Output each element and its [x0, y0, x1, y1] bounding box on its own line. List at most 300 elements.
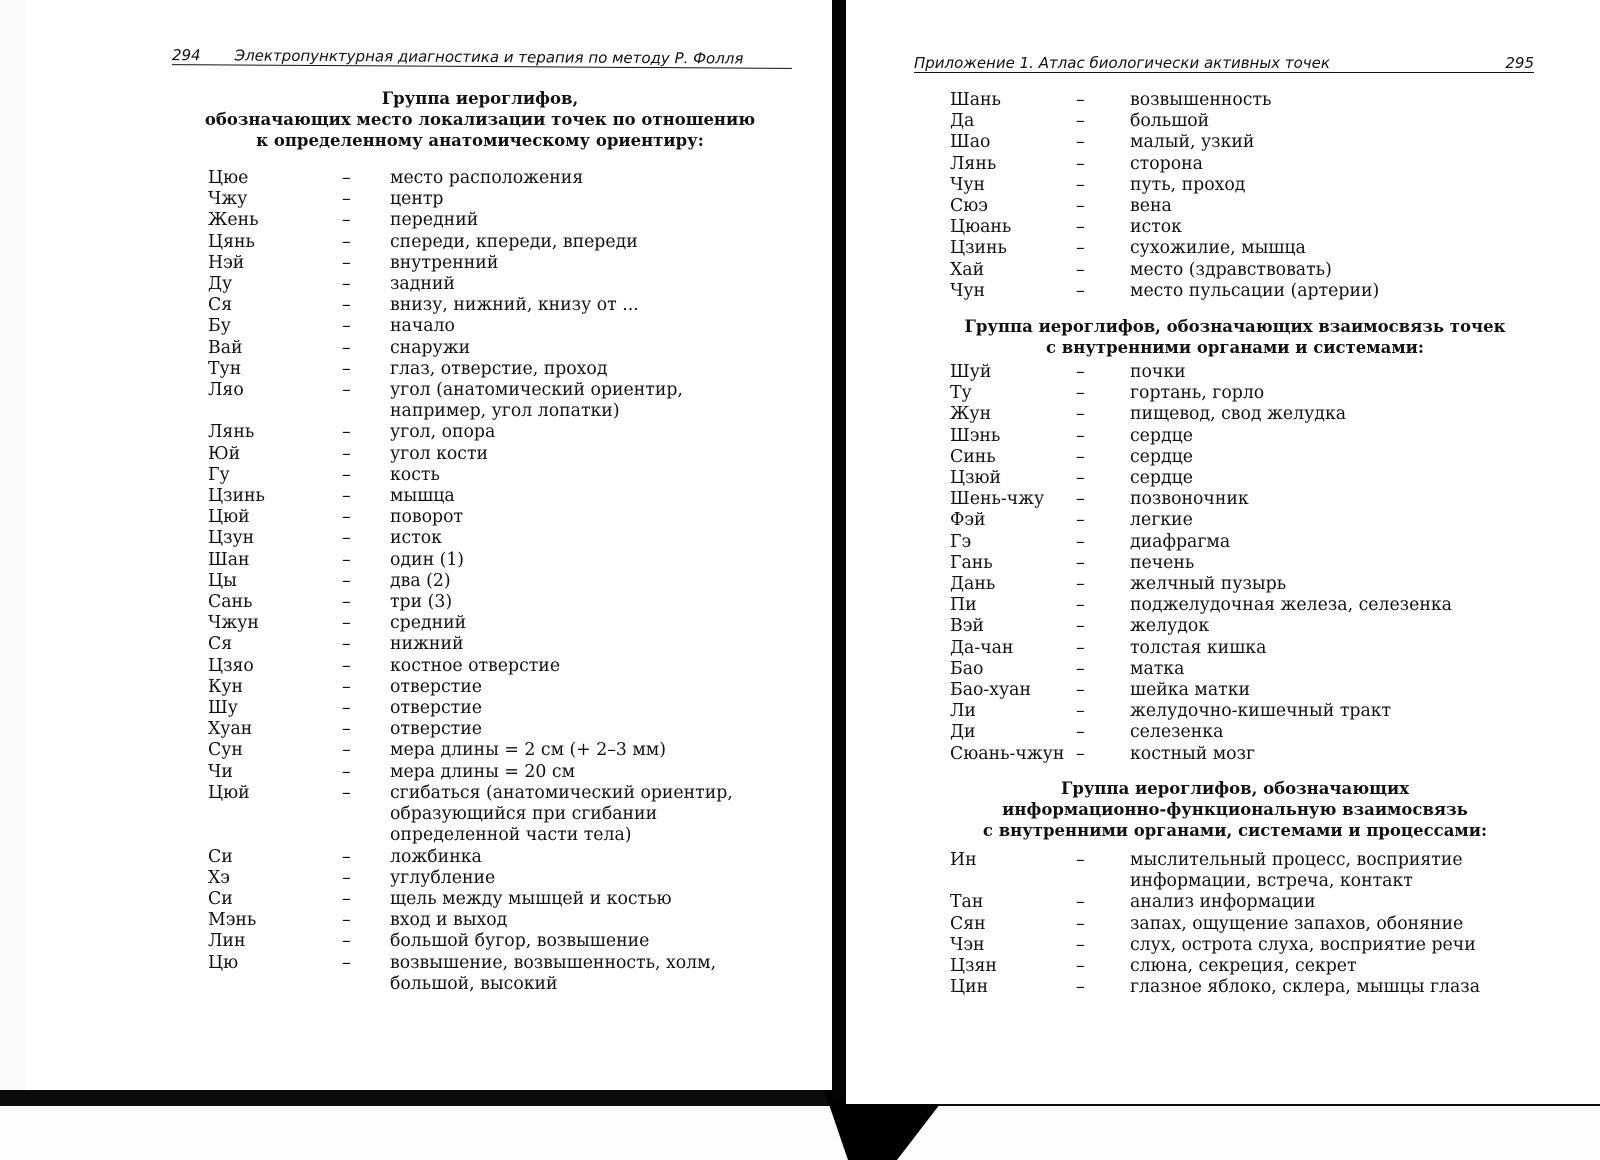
section-title-line: Группа иероглифов, обозначающих: [1060, 779, 1410, 798]
glossary-definition: ложбинка: [390, 846, 482, 867]
glossary-dash: –: [342, 655, 351, 676]
glossary-term: Шень-чжу: [950, 489, 1045, 510]
glossary-entry: [950, 281, 1510, 302]
glossary-entry: [208, 677, 750, 698]
glossary-entry: [950, 489, 1510, 510]
section-title-line: с внутренними органами и системами:: [1045, 338, 1424, 357]
glossary-definition: анализ информации: [1130, 892, 1316, 913]
glossary-term: Лянь: [208, 422, 255, 443]
glossary-entry: [208, 295, 750, 316]
glossary-term: Чи: [208, 761, 233, 782]
glossary-dash: –: [342, 168, 351, 188]
glossary-dash: –: [342, 613, 351, 634]
section-title-line: информационно-функциональную взаимосвязь: [1002, 800, 1468, 819]
glossary-definition: угол (анатомический ориентир, например, угол лопатки): [390, 380, 683, 422]
glossary-term: Цю: [208, 952, 239, 973]
glossary-dash: –: [342, 189, 351, 210]
glossary-dash: –: [1076, 616, 1085, 637]
glossary-term: Да-чан: [950, 637, 1014, 658]
glossary-dash: –: [342, 252, 351, 273]
glossary-term: Гэ: [950, 531, 972, 552]
glossary-term: Цзюй: [950, 468, 1002, 489]
glossary-definition: матка: [1130, 658, 1185, 679]
right-page-number: 295: [1505, 54, 1534, 72]
glossary-dash: –: [342, 422, 351, 443]
glossary-dash: –: [342, 952, 351, 973]
glossary-entry: [208, 762, 750, 783]
glossary-definition: угол кости: [390, 443, 489, 464]
glossary-entry: [950, 111, 1510, 132]
glossary-entry: [950, 260, 1510, 281]
glossary-term: Сань: [208, 592, 253, 613]
glossary-term: Сюэ: [950, 196, 988, 217]
glossary-definition: сердце: [1130, 425, 1193, 446]
glossary-definition: средний: [390, 613, 467, 634]
glossary-dash: –: [342, 337, 351, 358]
glossary-term: Сюань-чжун: [950, 743, 1065, 764]
glossary-term: Вэй: [950, 616, 984, 637]
glossary-term: Чун: [950, 280, 986, 301]
glossary-definition: один (1): [390, 549, 465, 570]
glossary-entry: [950, 362, 1510, 383]
glossary-term: Ляо: [208, 380, 244, 401]
section-title-line: к определенному анатомическому ориентиру:: [256, 131, 704, 150]
glossary-term: Да: [950, 111, 975, 132]
glossary-definition: слух, острота слуха, восприятие речи: [1130, 934, 1476, 955]
glossary-term: Тун: [208, 358, 242, 379]
glossary-definition: место (здравствовать): [1130, 259, 1332, 280]
glossary-dash: –: [342, 846, 351, 867]
glossary-entry: [208, 359, 750, 380]
glossary-term: Вай: [208, 337, 243, 358]
glossary-term: Тан: [950, 892, 984, 913]
glossary-entry: [950, 744, 1510, 765]
left-glossary-list: [208, 168, 750, 995]
glossary-entry: [208, 338, 750, 359]
glossary-entry: [950, 722, 1510, 743]
glossary-term: Цзинь: [950, 238, 1007, 259]
glossary-entry: [208, 528, 750, 549]
glossary-entry: [950, 90, 1510, 111]
glossary-entry: [208, 210, 750, 231]
glossary-dash: –: [1076, 404, 1085, 425]
glossary-term: Хэ: [208, 867, 230, 888]
glossary-entry: [208, 232, 750, 253]
glossary-term: Ди: [950, 722, 976, 743]
glossary-dash: –: [1076, 132, 1085, 153]
glossary-definition: мера длины = 20 см: [390, 761, 576, 782]
glossary-term: Жун: [950, 404, 992, 425]
glossary-dash: –: [1076, 196, 1085, 217]
glossary-entry: [950, 238, 1510, 259]
glossary-dash: –: [1076, 892, 1085, 913]
glossary-definition: угол, опора: [390, 422, 496, 443]
glossary-dash: –: [1076, 956, 1085, 977]
glossary-entry: [208, 571, 750, 592]
section-title-line: обозначающих место локализации точек по отношению: [204, 110, 756, 129]
glossary-dash: –: [1076, 658, 1085, 679]
glossary-entry: [950, 956, 1510, 977]
glossary-dash: –: [342, 910, 351, 931]
glossary-entry: [950, 914, 1510, 935]
glossary-entry: [208, 316, 750, 337]
glossary-term: Си: [208, 846, 233, 867]
glossary-entry: [950, 217, 1510, 238]
glossary-dash: –: [342, 231, 351, 252]
glossary-term: Шан: [208, 549, 250, 570]
glossary-entry: [950, 196, 1510, 217]
glossary-entry: [208, 847, 750, 868]
glossary-entry: [208, 380, 750, 422]
glossary-dash: –: [1076, 850, 1085, 870]
glossary-definition: задний: [390, 274, 455, 295]
glossary-entry: [950, 616, 1510, 637]
glossary-definition: позвоночник: [1130, 489, 1249, 510]
glossary-dash: –: [1076, 425, 1085, 446]
right-glossary-list-2: [950, 362, 1510, 765]
glossary-definition: отверстие: [390, 676, 482, 697]
glossary-dash: –: [342, 740, 351, 761]
glossary-dash: –: [342, 358, 351, 379]
glossary-dash: –: [1076, 637, 1085, 658]
glossary-dash: –: [342, 549, 351, 570]
glossary-entry: [208, 507, 750, 528]
glossary-definition: возвышение, возвышенность, холм, большой, высокий: [390, 952, 717, 994]
glossary-definition: шейка матки: [1130, 680, 1251, 701]
left-running-head-title: Электропунктурная диагностика и терапия по методу Р. Фолля: [234, 46, 744, 68]
glossary-term: Шу: [208, 698, 238, 719]
glossary-entry: [950, 680, 1510, 701]
glossary-entry: [950, 701, 1510, 722]
glossary-term: Бао: [950, 658, 984, 679]
glossary-dash: –: [1076, 362, 1085, 382]
glossary-definition: запах, ощущение запахов, обоняние: [1130, 913, 1464, 934]
glossary-entry: [208, 719, 750, 740]
glossary-entry: [950, 553, 1510, 574]
glossary-term: Цзян: [950, 956, 997, 977]
glossary-dash: –: [1076, 468, 1085, 489]
glossary-definition: желудок: [1130, 616, 1210, 637]
glossary-definition: печень: [1130, 552, 1195, 573]
glossary-entry: [950, 574, 1510, 595]
glossary-term: Цзун: [208, 528, 255, 549]
glossary-dash: –: [342, 380, 351, 401]
glossary-term: Фэй: [950, 510, 986, 531]
glossary-definition: мыслительный процесс, восприятие информации, встреча, контакт: [1130, 850, 1463, 892]
glossary-definition: исток: [390, 528, 442, 549]
glossary-dash: –: [1076, 259, 1085, 280]
glossary-term: Лянь: [950, 153, 997, 174]
glossary-entry: [950, 404, 1510, 425]
glossary-definition: сгибаться (анатомический ориентир, образующийся при сгибании определенной части тела): [390, 782, 733, 846]
glossary-term: Бао-хуан: [950, 680, 1031, 701]
glossary-dash: –: [1076, 722, 1085, 743]
glossary-entry: [208, 931, 750, 952]
glossary-term: Пи: [950, 595, 977, 616]
glossary-definition: исток: [1130, 217, 1182, 238]
glossary-entry: [208, 698, 750, 719]
glossary-dash: –: [342, 592, 351, 613]
right-glossary-list-1: [950, 90, 1510, 302]
glossary-entry: [208, 189, 750, 210]
glossary-term: Чжу: [208, 189, 248, 210]
glossary-dash: –: [342, 634, 351, 655]
glossary-dash: –: [342, 316, 351, 337]
glossary-definition: глазное яблоко, склера, мышцы глаза: [1130, 977, 1481, 998]
left-page-number: 294: [171, 46, 201, 65]
glossary-dash: –: [1076, 913, 1085, 934]
glossary-entry: [950, 154, 1510, 175]
glossary-entry: [950, 850, 1510, 892]
glossary-entry: [208, 910, 750, 931]
glossary-dash: –: [1076, 90, 1085, 110]
right-running-head: [914, 46, 1534, 73]
glossary-term: Ду: [208, 274, 233, 295]
glossary-definition: кость: [390, 464, 440, 485]
glossary-entry: [950, 447, 1510, 468]
glossary-term: Ту: [950, 383, 972, 404]
glossary-definition: внизу, нижний, книзу от ...: [390, 295, 639, 316]
left-section-title: [200, 88, 760, 151]
glossary-entry: [208, 783, 750, 847]
glossary-dash: –: [1076, 510, 1085, 531]
glossary-entry: [208, 656, 750, 677]
glossary-entry: [950, 426, 1510, 447]
glossary-dash: –: [1076, 174, 1085, 195]
glossary-term: Хуан: [208, 719, 253, 740]
glossary-dash: –: [1076, 446, 1085, 467]
glossary-dash: –: [342, 486, 351, 507]
glossary-entry: [950, 383, 1510, 404]
right-section-title-2: [950, 316, 1520, 358]
glossary-entry: [208, 486, 750, 507]
glossary-term: Шуй: [950, 362, 992, 382]
glossary-dash: –: [342, 528, 351, 549]
glossary-definition: легкие: [1130, 510, 1193, 531]
glossary-definition: нижний: [390, 634, 464, 655]
glossary-definition: слюна, секреция, секрет: [1130, 956, 1357, 977]
glossary-dash: –: [342, 443, 351, 464]
glossary-dash: –: [1076, 574, 1085, 595]
left-running-head: [172, 38, 792, 69]
glossary-entry: [208, 613, 750, 634]
glossary-term: Цы: [208, 570, 237, 591]
glossary-entry: [208, 889, 750, 910]
glossary-dash: –: [342, 888, 351, 909]
glossary-term: Цин: [950, 977, 989, 998]
glossary-definition: отверстие: [390, 719, 482, 740]
glossary-dash: –: [342, 676, 351, 697]
glossary-dash: –: [342, 464, 351, 485]
glossary-entry: [208, 444, 750, 465]
glossary-entry: [208, 465, 750, 486]
glossary-definition: диафрагма: [1130, 531, 1231, 552]
glossary-definition: сторона: [1130, 153, 1203, 174]
glossary-term: Синь: [950, 446, 996, 467]
glossary-entry: [208, 168, 750, 189]
glossary-definition: желчный пузырь: [1130, 574, 1287, 595]
glossary-definition: поджелудочная железа, селезенка: [1130, 595, 1452, 616]
glossary-dash: –: [1076, 153, 1085, 174]
glossary-term: Ли: [950, 701, 976, 722]
glossary-definition: два (2): [390, 570, 451, 591]
glossary-definition: спереди, кпереди, впереди: [390, 231, 638, 252]
glossary-definition: почки: [1130, 362, 1186, 382]
glossary-definition: вена: [1130, 196, 1172, 217]
glossary-dash: –: [1076, 238, 1085, 259]
glossary-term: Цюй: [208, 507, 250, 528]
glossary-entry: [208, 422, 750, 443]
glossary-term: Гу: [208, 464, 230, 485]
section-title-line: Группа иероглифов, обозначающих взаимосвязь точек: [964, 317, 1506, 336]
scan-margin-bottom: [0, 1106, 1600, 1160]
glossary-definition: глаз, отверстие, проход: [390, 358, 608, 379]
glossary-dash: –: [1076, 383, 1085, 404]
glossary-term: Лин: [208, 931, 246, 952]
glossary-dash: –: [342, 210, 351, 231]
glossary-term: Чэн: [950, 934, 985, 955]
glossary-term: Цюань: [950, 217, 1012, 238]
glossary-definition: начало: [390, 316, 455, 337]
glossary-entry: [208, 550, 750, 571]
glossary-definition: передний: [390, 210, 479, 231]
glossary-dash: –: [342, 274, 351, 295]
glossary-definition: большой: [1130, 111, 1210, 132]
glossary-term: Чжун: [208, 613, 259, 634]
glossary-definition: сердце: [1130, 468, 1193, 489]
glossary-definition: вход и выход: [390, 910, 508, 931]
glossary-term: Шань: [950, 90, 1001, 110]
glossary-definition: малый, узкий: [1130, 132, 1255, 153]
glossary-entry: [950, 977, 1510, 998]
glossary-entry: [950, 935, 1510, 956]
glossary-definition: сухожилие, мышца: [1130, 238, 1306, 259]
glossary-entry: [950, 659, 1510, 680]
glossary-term: Хай: [950, 259, 985, 280]
glossary-definition: костное отверстие: [390, 655, 561, 676]
glossary-term: Цзяо: [208, 655, 254, 676]
glossary-dash: –: [342, 782, 351, 803]
glossary-dash: –: [1076, 934, 1085, 955]
glossary-dash: –: [1076, 595, 1085, 616]
glossary-term: Цзинь: [208, 486, 265, 507]
glossary-entry: [950, 132, 1510, 153]
glossary-definition: центр: [390, 189, 444, 210]
glossary-definition: отверстие: [390, 698, 482, 719]
glossary-entry: [208, 953, 750, 995]
glossary-term: Жень: [208, 210, 259, 231]
glossary-term: Дань: [950, 574, 996, 595]
glossary-definition: мера длины = 2 см (+ 2–3 мм): [390, 740, 666, 761]
glossary-entry: [950, 892, 1510, 913]
glossary-definition: селезенка: [1130, 722, 1224, 743]
right-section-title-3: [950, 778, 1520, 841]
glossary-definition: костный мозг: [1130, 743, 1256, 764]
glossary-entry: [950, 468, 1510, 489]
glossary-definition: пищевод, свод желудка: [1130, 404, 1347, 425]
glossary-definition: углубление: [390, 867, 496, 888]
glossary-definition: щель между мышцей и костью: [390, 888, 672, 909]
glossary-dash: –: [342, 295, 351, 316]
glossary-definition: место расположения: [390, 168, 584, 188]
glossary-dash: –: [342, 507, 351, 528]
glossary-dash: –: [342, 698, 351, 719]
glossary-dash: –: [1076, 217, 1085, 238]
glossary-term: Чун: [950, 174, 986, 195]
glossary-dash: –: [342, 570, 351, 591]
glossary-definition: мышца: [390, 486, 455, 507]
glossary-term: Кун: [208, 676, 244, 697]
glossary-dash: –: [1076, 111, 1085, 132]
glossary-definition: желудочно-кишечный тракт: [1130, 701, 1392, 722]
right-running-head-title: Приложение 1. Атлас биологически активных точек: [914, 54, 1330, 72]
glossary-term: Гань: [950, 552, 993, 573]
glossary-definition: место пульсации (артерии): [1130, 280, 1380, 301]
glossary-dash: –: [1076, 977, 1085, 998]
glossary-term: Бу: [208, 316, 231, 337]
glossary-definition: большой бугор, возвышение: [390, 931, 650, 952]
glossary-term: Цянь: [208, 231, 255, 252]
glossary-dash: –: [1076, 280, 1085, 301]
glossary-entry: [950, 510, 1510, 531]
glossary-term: Юй: [208, 443, 241, 464]
glossary-term: Сун: [208, 740, 243, 761]
glossary-definition: внутренний: [390, 252, 499, 273]
glossary-entry: [950, 175, 1510, 196]
glossary-dash: –: [342, 761, 351, 782]
section-title-line: Группа иероглифов,: [381, 89, 579, 108]
glossary-dash: –: [1076, 552, 1085, 573]
glossary-definition: поворот: [390, 507, 464, 528]
glossary-definition: три (3): [390, 592, 453, 613]
glossary-entry: [208, 740, 750, 761]
glossary-entry: [208, 253, 750, 274]
glossary-entry: [950, 595, 1510, 616]
glossary-term: Ся: [208, 295, 233, 316]
right-glossary-list-3: [950, 850, 1510, 998]
glossary-dash: –: [1076, 680, 1085, 701]
section-title-line: с внутренними органами, системами и процессами:: [982, 821, 1488, 840]
glossary-dash: –: [342, 931, 351, 952]
glossary-term: Мэнь: [208, 910, 257, 931]
glossary-definition: сердце: [1130, 446, 1193, 467]
glossary-entry: [208, 274, 750, 295]
glossary-term: Цюе: [208, 168, 249, 188]
glossary-definition: гортань, горло: [1130, 383, 1265, 404]
glossary-term: Нэй: [208, 252, 245, 273]
glossary-dash: –: [1076, 531, 1085, 552]
glossary-term: Ин: [950, 850, 977, 870]
glossary-term: Цюй: [208, 782, 250, 803]
glossary-term: Шао: [950, 132, 991, 153]
glossary-definition: путь, проход: [1130, 174, 1246, 195]
glossary-definition: возвышенность: [1130, 90, 1272, 110]
glossary-dash: –: [342, 719, 351, 740]
glossary-dash: –: [1076, 743, 1085, 764]
glossary-dash: –: [342, 867, 351, 888]
glossary-term: Си: [208, 888, 233, 909]
glossary-term: Сян: [950, 913, 986, 934]
glossary-entry: [208, 634, 750, 655]
glossary-entry: [950, 532, 1510, 553]
glossary-definition: снаружи: [390, 337, 471, 358]
glossary-entry: [950, 638, 1510, 659]
glossary-term: Шэнь: [950, 425, 1001, 446]
glossary-definition: толстая кишка: [1130, 637, 1267, 658]
glossary-dash: –: [1076, 489, 1085, 510]
glossary-term: Ся: [208, 634, 233, 655]
glossary-entry: [208, 868, 750, 889]
